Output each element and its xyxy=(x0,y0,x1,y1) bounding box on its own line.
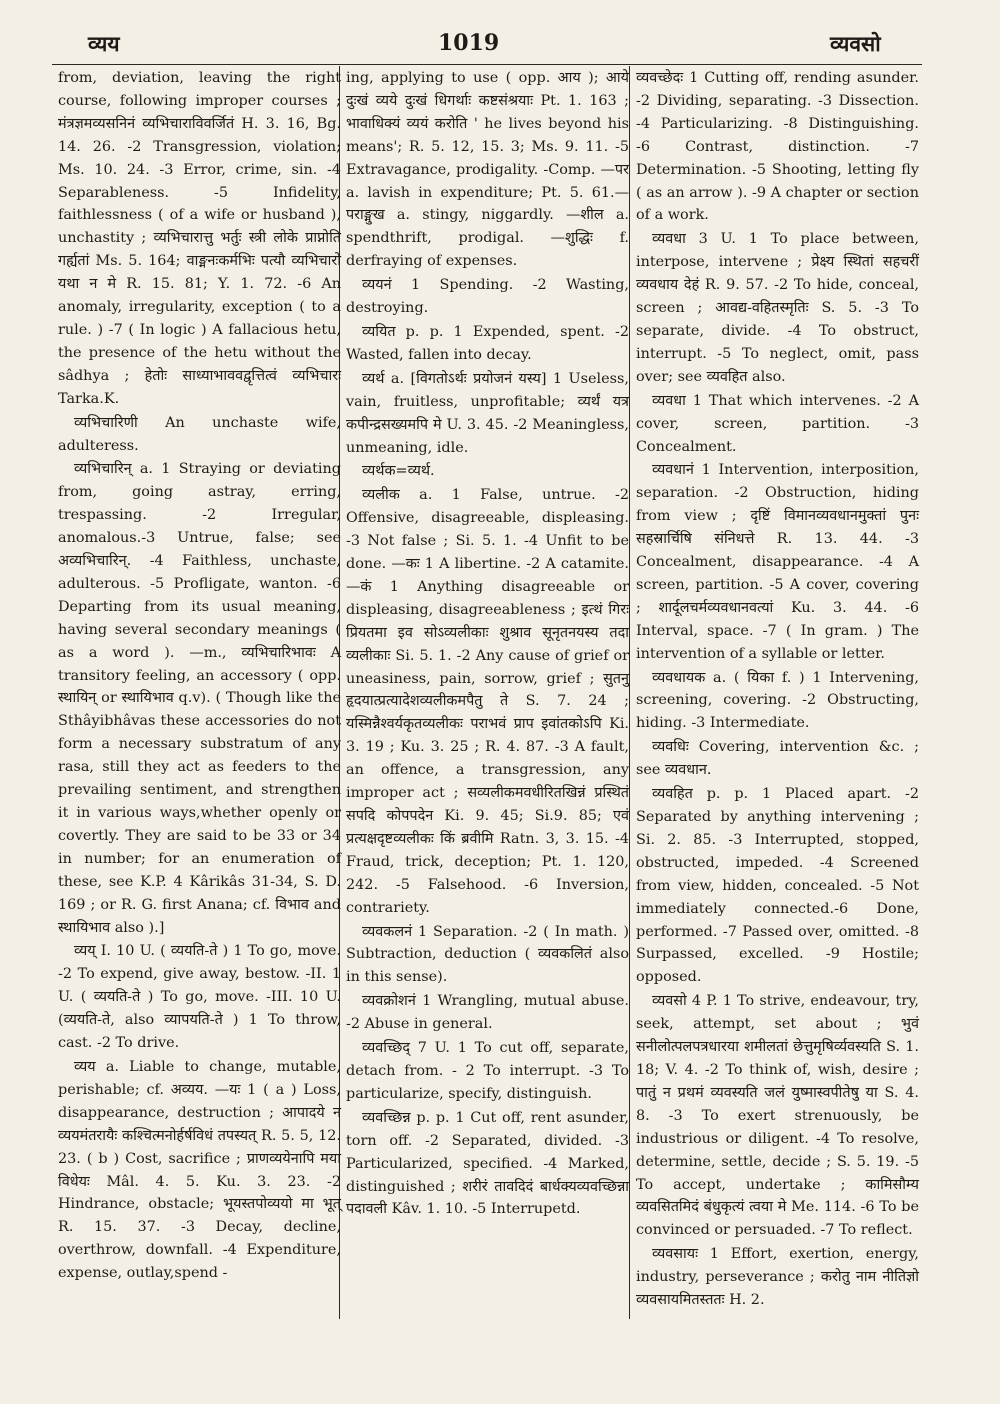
column-3 xyxy=(636,67,919,1313)
entry-paragraph: व्यर्थ a. [विगतोऽर्थः प्रयोजनं यस्य] 1 Useless, vain, fruitless, unprofitable; व्यर्थं यत्र कपीन्द्रसख्यमपि मे U. 3. 45. -2 Meaningless, unmeaning, idle. xyxy=(346,370,629,456)
entry-paragraph: व्यवसायः 1 Effort, exertion, energy, industry, perseverance ; करोतु नाम नीतिज्ञो व्यवसायमितस्ततः H. 2. xyxy=(636,1246,919,1309)
entry-paragraph: व्यवच्छिन्न p. p. 1 Cut off, rent asunder, torn off. -2 Separated, divided. -3 Particularized, specified. -4 Marked, distinguished ; शरीरं तावदिदं बार्धक्यव्यवच्छिन्ना पदावली Kâv. 1. 10. -5 Interrupetd. xyxy=(346,1109,629,1218)
header-guide-word-left: व्यय xyxy=(88,31,120,56)
entry-paragraph: व्यभिचारिणी An unchaste wife, adulteress. xyxy=(58,414,341,454)
entry-paragraph: व्यवहित p. p. 1 Placed apart. -2 Separated by anything intervening ; Si. 2. 85. -3 Interrupted, stopped, obstructed, impeded. -4 Screened from view, hidden, concealed. -5 Not immediately connected.-6 Done, performed. -7 Passed over, omitted. -8 Surpassed, excelled. -9 Hostile; opposed. xyxy=(636,786,919,986)
entry-paragraph: व्यवधायक a. ( यिका f. ) 1 Intervening, screening, covering. -2 Obstructing, hiding. -3 Intermediate. xyxy=(636,669,919,732)
entry-paragraph: व्यवच्छेदः 1 Cutting off, rending asunder. -2 Dividing, separating. -3 Dissection. -4 Particularizing. -8 Distinguishing. -6 Contrast, distinction. -7 Determination. -5 Shooting, letting fly ( as an arrow ). -9 A chapter or section of a work. xyxy=(636,70,919,224)
column-2 xyxy=(346,67,629,1222)
entry-paragraph: व्यवधा 3 U. 1 To place between, interpose, intervene ; प्रेक्ष्य स्थितां सहचरीं व्यवधाय देहं R. 9. 57. -2 To hide, conceal, screen ; आवद्य-वहितस्मृतिः S. 5. -3 To separate, divide. -4 To obstruct, interrupt. -5 To neglect, omit, pass over; see व्यवहित also. xyxy=(636,231,919,385)
entry-paragraph: ing, applying to use ( opp. आय ); आये दुःखं व्यये दुःखं धिगर्थाः कष्टसंश्रयाः Pt. 1. 163 ; भावाधिक्यं व्ययं करोति ' he lives beyond his means'; R. 5. 12, 15. 3; Ms. 9. 11. -5 Extravagance, prodigality. -Comp. —पर a. lavish in expenditure; Pt. 5. 61.—पराङ्मुख a. stingy, niggardly. —शील a. spendthrift, prodigal. —शुद्धिः f. derfraying of expenses. xyxy=(346,70,629,270)
entry-paragraph: व्यलीक a. 1 False, untrue. -2 Offensive, disagreeable, displeasing. -3 Not false ; Si. 5. 1. -4 Unfit to be done. —कः 1 A libertine. -2 A catamite. —कं 1 Anything disagreeable or displeasing, disagreeableness ; इत्थं गिरः प्रियतमा इव सोऽव्यलीकाः शुश्राव सूनृतनयस्य तदा व्यलीकाः Si. 5. 1. -2 Any cause of grief or uneasiness, pain, sorrow, grief ; सुतनु हृदयात्प्रत्यादेशव्यलीकमपैतु ते S. 7. 24 ; यस्मिन्नैश्वर्यकृतव्यलीकः पराभवं प्राप इवांतकोऽपि Ki. 3. 19 ; Ku. 3. 25 ; R. 4. 87. -3 A fault, an offence, a transgression, any improper act ; सव्यलीकमवधीरितखिन्नं प्रस्थितं सपदि कोपपदेन Ki. 9. 45; Si.9. 85; एवं प्रत्यक्षदृष्टव्यलीकः किं ब्रवीमि Ratn. 3, 3. 15. -4 Fraud, trick, deception; Pt. 1. 120, 242. -5 Falsehood. -6 Inversion, contrariety. xyxy=(346,487,629,916)
entry-paragraph: व्ययित p. p. 1 Expended, spent. -2 Wasted, fallen into decay. xyxy=(346,323,629,363)
entry-paragraph: व्यवच्छिद् 7 U. 1 To cut off, separate, detach from. - 2 To interrupt. -3 To particularize, specify, distinguish. xyxy=(346,1040,629,1102)
entry-paragraph: व्यभिचारिन् a. 1 Straying or deviating from, going astray, erring, trespassing. -2 Irregular, anomalous.-3 Untrue, false; see अव्यभिचारिन्. -4 Faithless, unchaste, adulterous. -5 Profligate, wanton. -6 Departing from its usual meaning, having several secondary meanings ( as a word ). —m., व्यभिचारिभावः A transitory feeling, an accessory ( opp. स्थायिन् or स्थायिभाव q.v). ( Though like the Sthâyibhâvas these accessories do not form a necessary substratum of any rasa, still they act as feeders to the prevailing sentiment, and strengthen it in various ways,whether openly or covertly. They are said to be 33 or 34 in number; for an enumeration of these, see K.P. 4 Kârikâs 31-34, S. D. 169 ; or R. G. first Anana; cf. विभाव and स्थायिभाव also ).] xyxy=(58,461,341,936)
column-divider xyxy=(629,66,630,1319)
column-1 xyxy=(58,67,341,1286)
header-guide-word-right: व्यवसो xyxy=(830,31,881,56)
entry-paragraph: व्यवक्रोशनं 1 Wrangling, mutual abuse. -2 Abuse in general. xyxy=(346,993,629,1033)
entry-paragraph: व्यवसो 4 P. 1 To strive, endeavour, try, seek, attempt, set about ; भुवं सनीलोत्पलपत्रधारया शमीलतां छेत्तुमृषिर्व्यवस्यति S. 1. 18; V. 4. -2 To think of, wish, desire ; पातुं न प्रथमं व्यवस्यति जलं युष्मास्वपीतेषु या S. 4. 8. -3 To exert strenuously, be industrious or diligent. -4 To resolve, determine, settle, decide ; S. 5. 19. -5 To accept, undertake ; कामिसौम्य व्यवसितमिदं बंधुकृत्यं त्वया मे Me. 114. -6 To be convinced or persuaded. -7 To reflect. xyxy=(636,993,919,1239)
header-rule xyxy=(52,64,922,65)
entry-paragraph: व्यवकलनं 1 Separation. -2 ( In math. ) Subtraction, deduction ( व्यवकलितं also in this sense). xyxy=(346,923,629,986)
entry-paragraph: व्ययनं 1 Spending. -2 Wasting, destroying. xyxy=(346,277,629,317)
entry-paragraph: व्यवधानं 1 Intervention, interposition, separation. -2 Obstruction, hiding from view ; दृष्टिं विमानव्यवधानमुक्तां पुनः सहस्रार्चिषि संनिधत्ते R. 13. 44. -3 Concealment, disappearance. -4 A screen, partition. -5 A cover, covering ; शार्दूलचर्मव्यवधानवत्यां Ku. 3. 44. -6 Interval, space. -7 ( In gram. ) The intervention of a syllable or letter. xyxy=(636,462,919,662)
entry-paragraph: व्यय a. Liable to change, mutable, perishable; cf. अव्यय. —यः 1 ( a ) Loss, disappearance, destruction ; आपादये न व्ययमंतरायैः कश्चित्मनोर्हर्षविधं तपस्यत् R. 5. 5, 12. 23. ( b ) Cost, sacrifice ; प्राणव्ययेनापि मया विधेयः Mâl. 4. 5. Ku. 3. 23. -2 Hindrance, obstacle; भूयस्तपोव्ययो मा भूत् R. 15. 37. -3 Decay, decline, overthrow, downfall. -4 Expenditure, expense, outlay,spend - xyxy=(58,1058,341,1282)
entry-paragraph: व्यवधिः Covering, intervention &c. ; see व्यवधान. xyxy=(636,739,919,779)
entry-paragraph: from, deviation, leaving the right course, following improper courses ; मंत्रज्ञमव्यसनिनं व्यभिचाराविवर्जितं H. 3. 16, Bg. 14. 26. -2 Transgression, violation; Ms. 10. 24. -3 Error, crime, sin. -4 Separableness. -5 Infidelity, faithlessness ( of a wife or husband ), unchastity ; व्यभिचारात्तु भर्तुः स्त्री लोके प्राप्नोति गर्ह्यतां Ms. 5. 164; वाङ्मनःकर्मभिः पत्यौ व्यभिचारो यथा न मे R. 15. 81; Y. 1. 72. -6 An anomaly, irregularity, exception ( to a rule. ) -7 ( In logic ) A fallacious hetu, the presence of the hetu without the sâdhya ; हेतोः साध्याभाववद्वृत्तित्वं व्यभिचारः Tarka.K. xyxy=(58,70,341,407)
page-number: 1019 xyxy=(438,30,500,56)
entry-paragraph: व्यवधा 1 That which intervenes. -2 A cover, screen, partition. -3 Concealment. xyxy=(636,392,919,455)
entry-paragraph: व्यर्थक=व्यर्थ. xyxy=(362,463,435,480)
entry-paragraph: व्यय् I. 10 U. ( व्ययति-ते ) 1 To go, move. -2 To expend, give away, bestow. -II. 1 U. ( व्ययति-ते ) To go, move. -III. 10 U. (व्ययति-ते, also व्यापयति-ते ) 1 To throw, cast. -2 To drive. xyxy=(58,943,341,1052)
